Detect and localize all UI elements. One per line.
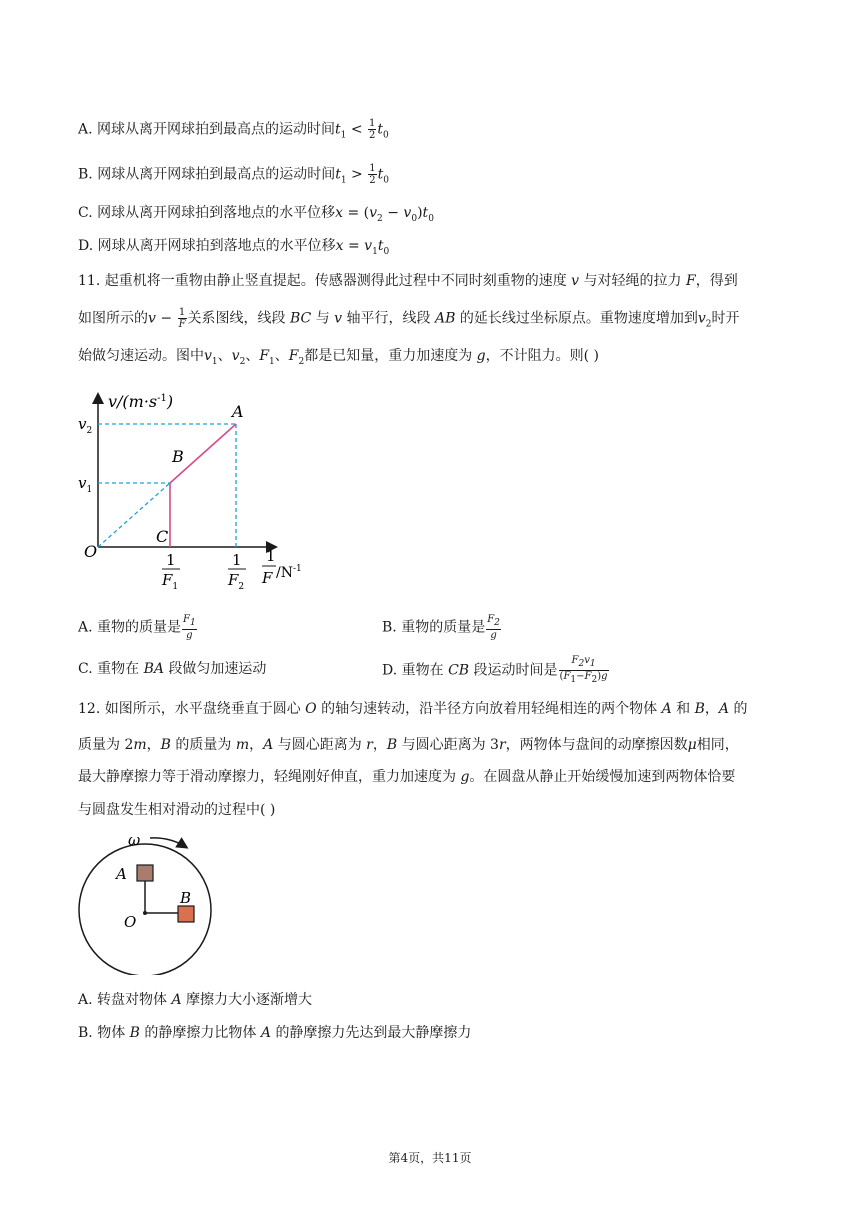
q11-stem-line2: 如图所示的v − $\frac{1}{F}$ 关系图线，线段 BC 与 v 轴平行，线段 AB 的延长线过坐标原点。重物速度增加到$v_2$时开	[78, 307, 740, 330]
q10-option-b[interactable]: B. 网球从离开网球拍到最高点的运动时间$t_1$ > $\frac{1}{2}$ $t_0$	[78, 163, 389, 186]
center-label: O	[124, 913, 137, 931]
y-axis-label: $v/(m\cdot s^{-1})$	[108, 392, 174, 411]
center-dot	[143, 911, 147, 915]
svg-text:/N-1: $/N^{-1}$	[276, 564, 302, 581]
block-a-label: A	[116, 865, 127, 883]
q11-option-d[interactable]: D. 重物在 CB 段运动时间是 $\frac{F_2v_1}{(F_1-F_2)g}$	[382, 655, 608, 685]
svg-text:F2: $F_2$	[228, 571, 245, 592]
omega-label: ω	[128, 831, 141, 849]
q12-stem-line4: 与圆盘发生相对滑动的过程中( )	[78, 802, 276, 818]
page-footer: 第4页，共11页	[388, 1151, 472, 1165]
svg-text:1: 1	[232, 551, 242, 569]
q10-option-d[interactable]: D. 网球从离开网球拍到落地点的水平位移$x = v_1t_0$	[78, 238, 390, 257]
q12-option-b[interactable]: B. 物体 B 的静摩擦力比物体 A 的静摩擦力先达到最大静摩擦力	[78, 1025, 472, 1041]
q12-turntable-figure	[70, 825, 240, 975]
q11-option-b[interactable]: B. 重物的质量是 $\frac{F_2}{g}$	[382, 614, 500, 641]
svg-text:F: F	[262, 569, 273, 587]
block-b	[178, 906, 194, 922]
label-v2: $v_2$	[78, 415, 93, 436]
svg-text:F1: $F_1$	[162, 571, 179, 592]
q12-option-a[interactable]: A. 转盘对物体 A 摩擦力大小逐渐增大	[78, 992, 313, 1008]
q11-stem-line1: 11. 起重机将一重物由静止竖直提起。传感器测得此过程中不同时刻重物的速度 v 与对轻绳的拉力 F，得到	[78, 273, 738, 289]
q11-stem-line3: 始做匀速运动。图中$v_1$、$v_2$、$F_1$、$F_2$都是已知量，重力加速度为 g，不计阻力。则( )	[78, 348, 600, 367]
point-c-label: C	[156, 527, 169, 546]
label-v1: $v_1$	[78, 474, 93, 495]
q11-option-c[interactable]: C. 重物在 BA 段做匀加速运动	[78, 661, 267, 677]
origin-label: O	[84, 542, 98, 561]
q10-option-c[interactable]: C. 网球从离开网球拍到落地点的水平位移$x = (v_2 - v_0)t_0$	[78, 205, 434, 224]
point-b-label: B	[172, 447, 184, 466]
point-a-label: A	[232, 402, 244, 421]
q12-stem-line2: 质量为 2m，B 的质量为 m，A 与圆心距离为 r，B 与圆心距离为 3r，两物体与盘间的动摩擦因数μ相同，	[78, 737, 739, 753]
svg-text:1: 1	[166, 551, 176, 569]
block-b-label: B	[180, 889, 192, 907]
q10-option-a[interactable]: A. 网球从离开网球拍到最高点的运动时间$t_1$ < $\frac{1}{2}$ $t_0$	[78, 118, 389, 141]
block-a	[137, 865, 153, 881]
rotation-arrow	[150, 838, 186, 847]
q12-stem-line3: 最大静摩擦力等于滑动摩擦力，轻绳刚好伸直，重力加速度为 g。在圆盘从静止开始缓慢加速到两物体恰要	[78, 769, 736, 785]
q11-velocity-graph	[70, 385, 330, 595]
q12-stem-line1: 12. 如图所示，水平盘绕垂直于圆心 O 的轴匀速转动，沿半径方向放着用轻绳相连的两个物体 A 和 B，A 的	[78, 701, 748, 717]
q11-option-a[interactable]: A. 重物的质量是 $\frac{F_1}{g}$	[78, 614, 196, 641]
svg-text:1: 1	[266, 547, 276, 565]
